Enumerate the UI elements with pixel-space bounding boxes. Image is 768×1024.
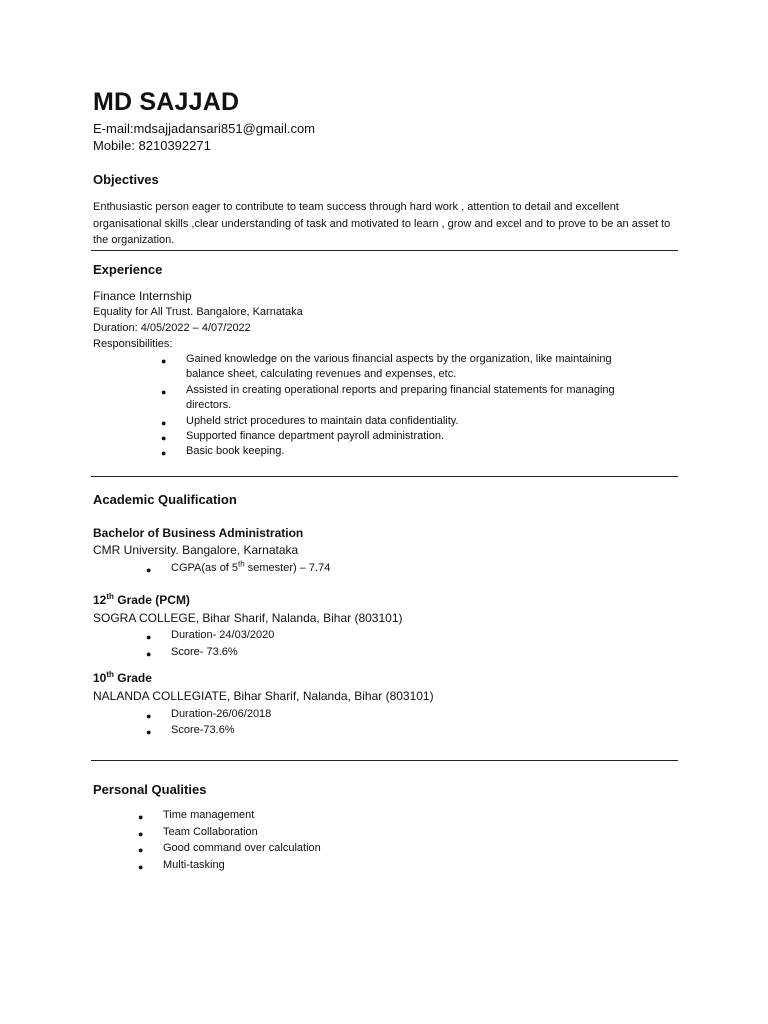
job-title: Finance Internship <box>93 289 192 303</box>
list-item: directors. <box>186 399 232 411</box>
bba-degree: Bachelor of Business Administration <box>93 526 304 540</box>
grade10-duration: Duration-26/06/2018 <box>171 708 272 720</box>
list-item: Assisted in creating operational reports and preparing financial statements for managing <box>186 384 615 396</box>
bullet-icon: ● <box>146 565 152 575</box>
grade12-duration: Duration- 24/03/2020 <box>171 629 275 641</box>
bullet-icon: ● <box>146 727 152 737</box>
bba-institution: CMR University. Bangalore, Karnataka <box>93 543 299 557</box>
job-organization: Equality for All Trust. Bangalore, Karnataka <box>93 306 303 318</box>
bullet-icon: ● <box>161 433 167 443</box>
section-divider <box>91 760 678 761</box>
bullet-icon: ● <box>146 632 152 642</box>
bullet-icon: ● <box>161 418 167 428</box>
candidate-name: MD SAJJAD <box>93 88 240 116</box>
bullet-icon: ● <box>161 387 167 397</box>
grade12-institution: SOGRA COLLEGE, Bihar Sharif, Nalanda, Bihar (803101) <box>93 611 403 625</box>
bullet-icon: ● <box>138 812 144 822</box>
grade10-score: Score-73.6% <box>171 724 235 736</box>
bullet-icon: ● <box>146 649 152 659</box>
email-line: E-mail:mdsajjadansari851@gmail.com <box>93 121 316 136</box>
grade12-score: Score- 73.6% <box>171 646 238 658</box>
academic-heading: Academic Qualification <box>93 492 237 507</box>
list-item: Team Collaboration <box>163 826 258 838</box>
grade12-title: 12th Grade (PCM) <box>93 592 190 607</box>
list-item: Basic book keeping. <box>186 445 285 457</box>
grade10-title: 10th Grade <box>93 670 152 685</box>
objectives-text: Enthusiastic person eager to contribute to team success through hard work , attention to detail and excellent organisational skills ,clear understanding of task and motivated to learn , grow and excel and to prove to be an asset to the organization. <box>93 201 671 246</box>
grade10-institution: NALANDA COLLEGIATE, Bihar Sharif, Nalanda, Bihar (803101) <box>93 689 434 703</box>
responsibilities-label: Responsibilities: <box>93 338 173 350</box>
list-item: Good command over calculation <box>163 842 321 854</box>
job-duration: Duration: 4/05/2022 – 4/07/2022 <box>93 322 251 334</box>
list-item: Gained knowledge on the various financial aspects by the organization, like maintaining <box>186 353 612 365</box>
bba-cgpa: CGPA(as of 5th semester) – 7.74 <box>171 559 331 574</box>
personal-qualities-heading: Personal Qualities <box>93 782 207 797</box>
bullet-icon: ● <box>161 356 167 366</box>
bullet-icon: ● <box>138 862 144 872</box>
objectives-heading: Objectives <box>93 172 159 187</box>
bullet-icon: ● <box>138 829 144 839</box>
list-item: Time management <box>163 809 255 821</box>
section-divider <box>91 476 678 477</box>
section-divider <box>91 250 678 251</box>
mobile-line: Mobile: 8210392271 <box>93 138 211 153</box>
bullet-icon: ● <box>161 448 167 458</box>
list-item: Multi-tasking <box>163 859 225 871</box>
list-item: Upheld strict procedures to maintain data confidentiality. <box>186 415 459 427</box>
experience-heading: Experience <box>93 262 163 277</box>
bullet-icon: ● <box>146 711 152 721</box>
list-item: Supported finance department payroll administration. <box>186 430 445 442</box>
list-item: balance sheet, calculating revenues and expenses, etc. <box>186 368 457 380</box>
bullet-icon: ● <box>138 845 144 855</box>
